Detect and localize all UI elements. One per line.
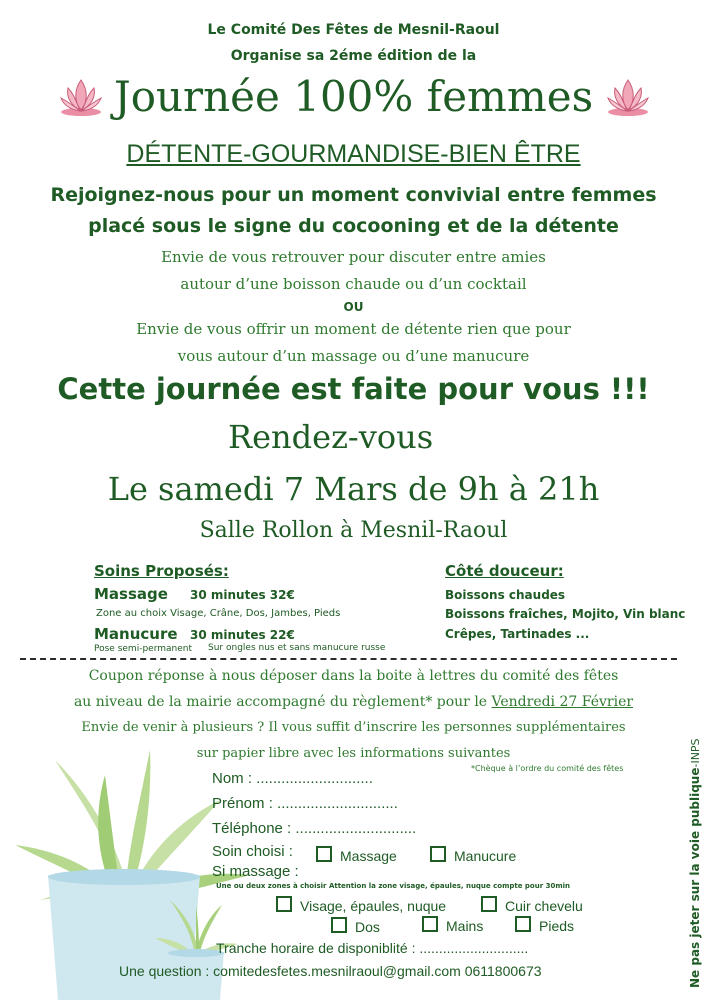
coupon-line-2-text: au niveau de la mairie accompagné du règlement* pour le <box>73 694 492 710</box>
checkbox-massage[interactable] <box>316 846 397 864</box>
douceur-item: Boissons fraîches, Mojito, Vin blanc <box>445 607 686 621</box>
checkbox-dos[interactable] <box>331 917 380 935</box>
intro-p2a: Envie de vous offrir un moment de détente rien que pour <box>136 320 571 338</box>
zones-note: Une ou deux zones à choisir Attention la zone visage, épaules, nuque compte pour 30min <box>216 882 571 890</box>
checkbox-manucure-label: Manucure <box>454 848 517 864</box>
checkbox-manucure[interactable] <box>430 846 516 864</box>
cheque-note: *Chèque à l’ordre du comité des fêtes <box>471 764 624 773</box>
form-tranche[interactable]: Tranche horaire de disponiblité : ............................ <box>216 940 529 956</box>
form-telephone[interactable]: Téléphone : ............................. <box>212 820 417 837</box>
checkbox-pieds[interactable] <box>515 916 574 934</box>
checkbox-icon[interactable] <box>276 896 292 912</box>
page-title: Journée 100% femmes <box>113 72 594 121</box>
checkbox-visage[interactable] <box>276 896 446 914</box>
organizer-line: Le Comité Des Fêtes de Mesnil-Raoul <box>207 22 500 38</box>
form-si-massage: Si massage : <box>212 863 299 880</box>
checkbox-icon[interactable] <box>331 917 347 933</box>
form-prenom[interactable]: Prénom : ............................. <box>212 795 398 812</box>
subtitle-text: DÉTENTE-GOURMANDISE-BIEN ÊTRE <box>126 140 581 168</box>
coupon-line-1: Coupon réponse à nous déposer dans la boite à lettres du comité des fêtes <box>88 668 619 684</box>
checkbox-massage-label: Massage <box>340 848 397 864</box>
edition-line: Organise sa 2éme édition de la <box>230 48 477 64</box>
intro-p2b: vous autour d’un massage ou d’une manucure <box>177 347 530 365</box>
manucure-note-1: Pose semi-permanent <box>94 644 192 654</box>
manucure-price: 30 minutes 22€ <box>190 628 295 642</box>
checkbox-cuir-chevelu[interactable] <box>481 896 583 914</box>
checkbox-mains-label: Mains <box>446 918 484 934</box>
checkbox-icon[interactable] <box>430 846 446 862</box>
soins-heading: Soins Proposés: <box>94 562 229 580</box>
massage-name: Massage <box>94 585 168 603</box>
checkbox-dos-label: Dos <box>355 919 380 935</box>
side-note-text: Ne pas jeter sur la voie publique <box>688 767 702 988</box>
contact-line: Une question : comitedesfetes.mesnilraoul@gmail.com 0611800673 <box>119 963 542 979</box>
douceur-item: Boissons chaudes <box>445 588 566 602</box>
checkbox-pieds-label: Pieds <box>539 918 575 934</box>
douceur-item: Crêpes, Tartinades ... <box>445 627 590 641</box>
coupon-line-2 <box>0 694 707 710</box>
checkbox-cuir-label: Cuir chevelu <box>505 898 583 914</box>
intro-bold-1: Rejoignez-nous pour un moment convivial entre femmes <box>50 184 657 206</box>
checkbox-icon[interactable] <box>316 846 332 862</box>
manucure-note-2: Sur ongles nus et sans manucure russe <box>208 643 386 653</box>
coupon-line-3: Envie de venir à plusieurs ? Il vous suffit d’inscrire les personnes supplémentaires <box>81 720 626 735</box>
event-place: Salle Rollon à Mesnil-Raoul <box>199 518 508 543</box>
side-note-inps: -INPS <box>689 738 702 768</box>
checkbox-icon[interactable] <box>422 916 438 932</box>
subtitle <box>0 140 707 169</box>
massage-note: Zone au choix Visage, Crâne, Dos, Jambes, Pieds <box>96 608 341 619</box>
form-soin-label: Soin choisi : <box>212 843 293 860</box>
form-nom[interactable]: Nom : ............................ <box>212 770 373 787</box>
cut-line <box>20 658 677 660</box>
rendezvous: Rendez-vous <box>228 418 434 456</box>
deadline-date: Vendredi 27 Février <box>491 694 634 710</box>
event-date: Le samedi 7 Mars de 9h à 21h <box>107 470 600 508</box>
checkbox-mains[interactable] <box>422 916 483 934</box>
massage-price: 30 minutes 32€ <box>190 588 295 602</box>
douceur-heading: Côté douceur: <box>445 562 564 580</box>
manucure-name: Manucure <box>94 625 178 643</box>
intro-p1b: autour d’une boisson chaude ou d’un cocktail <box>180 275 527 293</box>
checkbox-visage-label: Visage, épaules, nuque <box>300 898 447 914</box>
headline: Cette journée est faite pour vous !!! <box>57 372 650 406</box>
or-label: OU <box>343 300 364 314</box>
intro-p1a: Envie de vous retrouver pour discuter entre amies <box>161 248 546 266</box>
coupon-line-4: sur papier libre avec les informations suivantes <box>196 746 511 761</box>
side-note <box>686 688 704 988</box>
checkbox-icon[interactable] <box>481 896 497 912</box>
intro-bold-2: placé sous le signe du cocooning et de la détente <box>88 215 619 237</box>
checkbox-icon[interactable] <box>515 916 531 932</box>
